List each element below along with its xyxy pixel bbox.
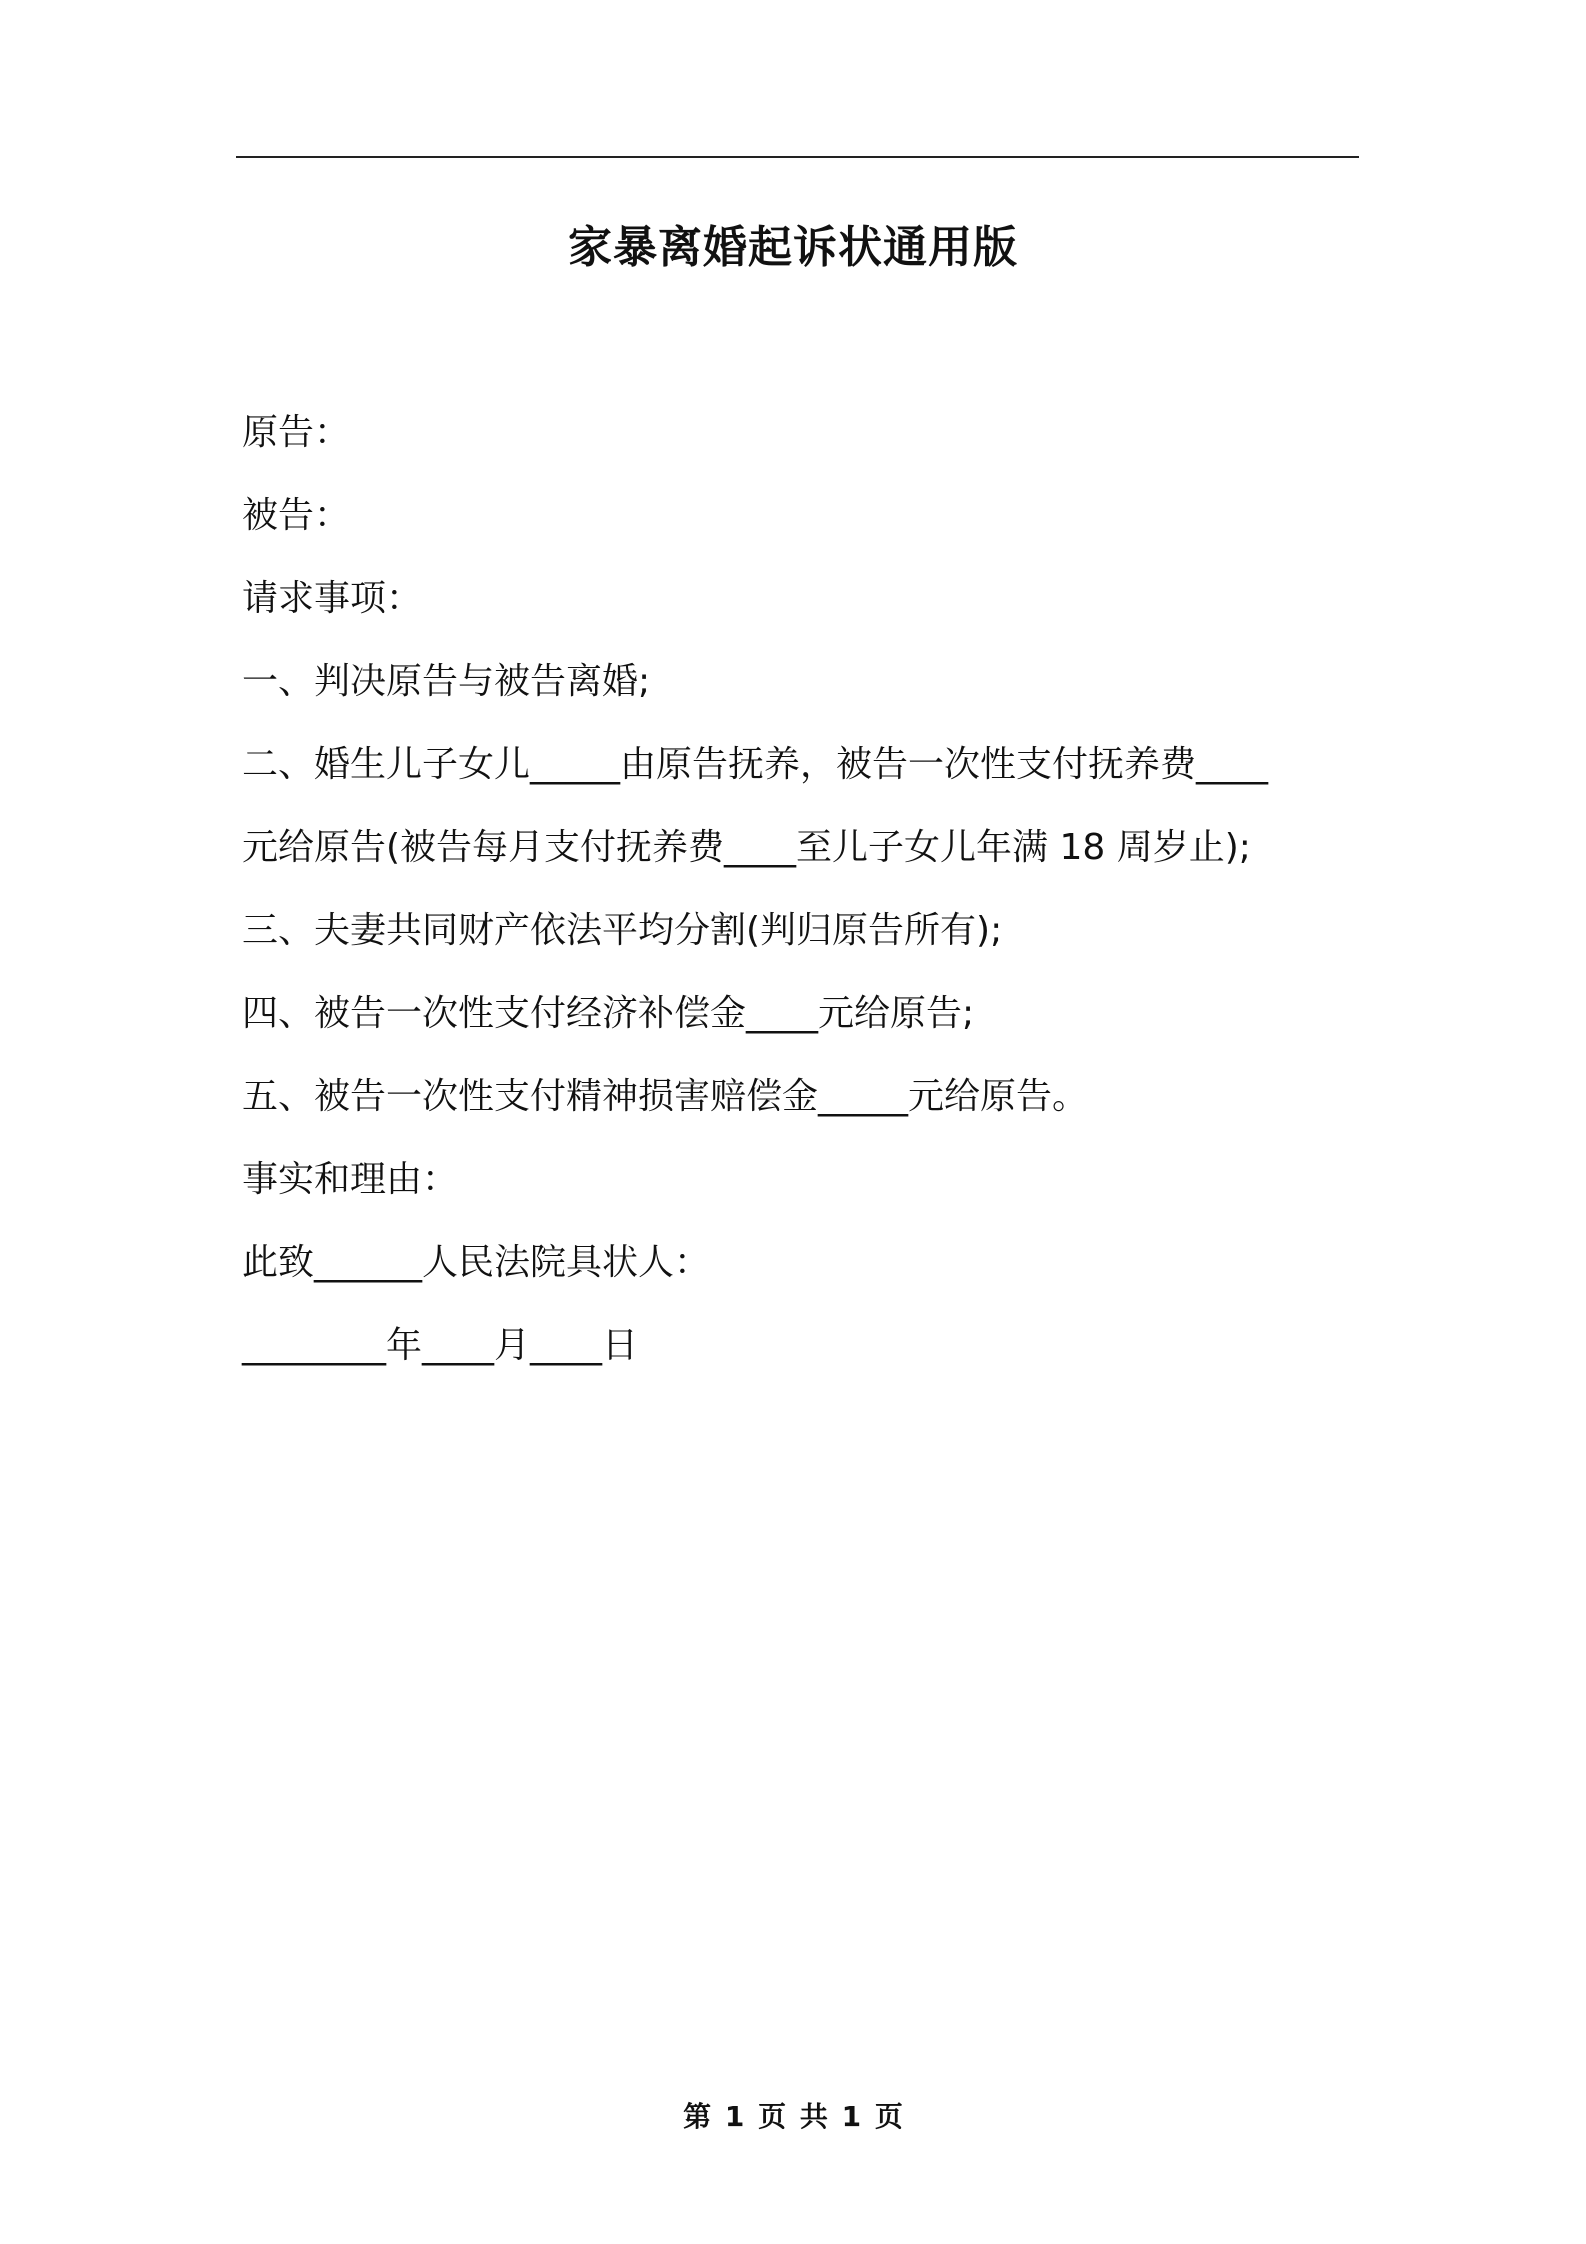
addressee-line: 此致______人民法院具状人： [242, 1242, 711, 1283]
claims-heading: 请求事项： [242, 578, 423, 619]
claim-item-1: 一、判决原告与被告离婚; [242, 661, 651, 702]
document-body [242, 408, 1362, 1404]
header-rule [236, 156, 1359, 158]
date-line: ________年____月____日 [242, 1325, 638, 1366]
page-number: 第 1 页 共 1 页 [683, 2100, 903, 2133]
claim-item-3: 三、夫妻共同财产依法平均分割(判归原告所有); [242, 910, 1003, 951]
plaintiff-line: 原告： [242, 412, 351, 453]
claim-item-4: 四、被告一次性支付经济补偿金____元给原告; [242, 993, 975, 1034]
claim-item-5: 五、被告一次性支付精神损害赔偿金_____元给原告。 [242, 1076, 1089, 1117]
claim-item-2: 二、婚生儿子女儿_____由原告抚养，被告一次性支付抚养费____ [242, 744, 1269, 785]
facts-heading: 事实和理由： [242, 1159, 459, 1200]
claim-item-2-continued: 元给原告(被告每月支付抚养费____至儿子女儿年满 18 周岁止); [242, 827, 1251, 868]
document-title: 家暴离婚起诉状通用版 [568, 222, 1018, 273]
defendant-line: 被告： [242, 495, 351, 536]
